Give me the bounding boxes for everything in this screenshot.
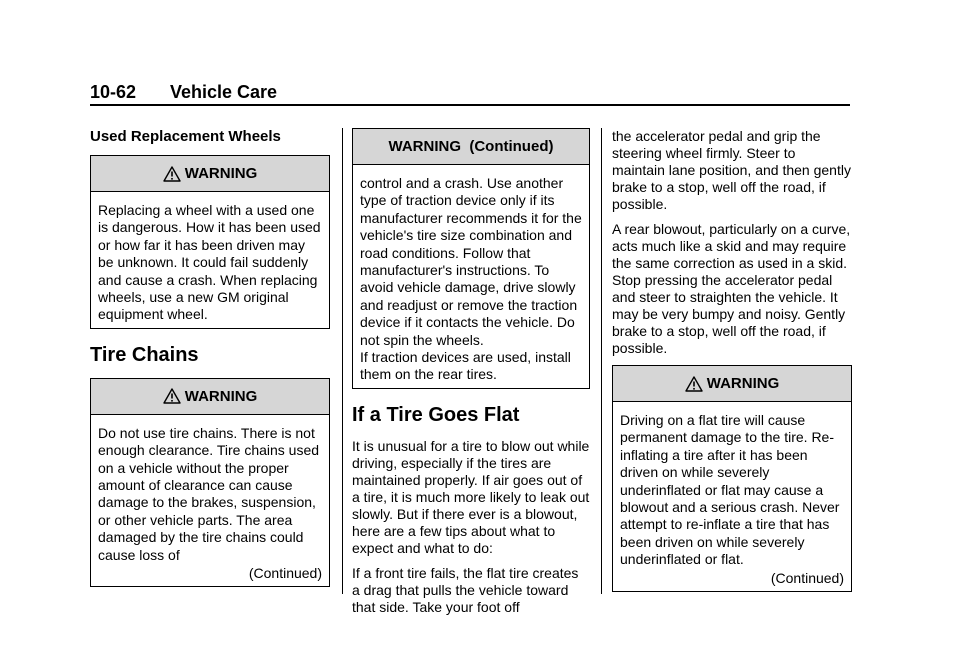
- warning-header: [353, 129, 589, 165]
- warning-body: [613, 402, 851, 591]
- column-divider: [342, 128, 343, 594]
- warning-body: [91, 192, 329, 328]
- continued-label: (Continued): [248, 565, 322, 582]
- used-wheels-heading: Used Replacement Wheels: [90, 128, 281, 145]
- tire-chains-heading: Tire Chains: [90, 343, 199, 366]
- page-header: [90, 82, 850, 106]
- column-2: [352, 128, 590, 624]
- section-title: Vehicle Care: [170, 82, 278, 102]
- column-3: [612, 128, 852, 600]
- warning-header: [91, 156, 329, 192]
- warning-text: Driving on a flat tire will cause permanent damage to the tire. Re-inflating a tire after it has been driven on while severely underinflated or flat may cause a blowout and a serious crash. Never attempt to re-inflate a tire that has been driven on while severely underinflated or flat.: [620, 412, 840, 568]
- warning-text: Replacing a wheel with a used one is dangerous. How it has been used or how far it has been driven may be unknown. It could fail suddenly and cause a crash. When replacing wheels, use a new GM original equipment wheel.: [98, 202, 321, 323]
- header-rule: [90, 104, 850, 106]
- page-number: 10-62: [90, 82, 137, 102]
- warning-box: [90, 378, 330, 587]
- warning-triangle-icon: [163, 166, 181, 182]
- warning-header: [613, 366, 851, 402]
- paragraph: If a front tire fails, the flat tire creates a drag that pulls the vehicle toward that side. Take your foot off: [352, 564, 579, 615]
- paragraph: the accelerator pedal and grip the steering wheel firmly. Steer to maintain lane position, and then gently brake to a stop, well off the road, if possible.: [612, 128, 851, 212]
- warning-title: WARNING (Continued): [388, 138, 554, 155]
- flat-tire-heading: If a Tire Goes Flat: [352, 403, 520, 426]
- column-1: [90, 128, 330, 595]
- paragraph: A rear blowout, particularly on a curve, acts much like a skid and may require the same correction as used in a skid. Stop pressing the accelerator pedal and steer to straighten the vehicle. It may be very bumpy and noisy. Gently brake to a stop, well off the road, if possible.: [612, 221, 851, 356]
- warning-text: If traction devices are used, install them on the rear tires.: [360, 349, 571, 383]
- warning-text: control and a crash. Use another type of traction device only if its manufacturer recommends it for the vehicle's tire size combination and road conditions. Follow that manufacturer's instructions. To avoid vehicle damage, drive slowly and readjust or remove the traction device if it contacts the vehicle. Do not spin the wheels.: [360, 175, 582, 348]
- warning-title: WARNING: [706, 375, 780, 392]
- warning-triangle-icon: [163, 388, 181, 404]
- warning-box: [90, 155, 330, 329]
- warning-title: WARNING: [184, 387, 258, 405]
- paragraph: It is unusual for a tire to blow out while driving, especially if the tires are maintained properly. If air goes out of a tire, it is much more likely to leak out slowly. But if there ever is a blowout, here are a few tips about what to expect and what to do:: [352, 437, 590, 556]
- warning-body: [353, 165, 589, 388]
- warning-triangle-icon: [685, 376, 703, 392]
- warning-header: [91, 379, 329, 415]
- warning-text: Do not use tire chains. There is not enough clearance. Tire chains used on a vehicle without the proper amount of clearance can cause damage to the brakes, suspension, or other vehicle parts. The area damaged by the tire chains could cause loss of: [98, 424, 320, 563]
- warning-body: [91, 415, 329, 586]
- warning-box: [612, 365, 852, 592]
- warning-title: WARNING: [184, 165, 258, 182]
- continued-label: (Continued): [770, 569, 844, 586]
- column-divider: [601, 128, 602, 594]
- warning-box-continued: [352, 128, 590, 389]
